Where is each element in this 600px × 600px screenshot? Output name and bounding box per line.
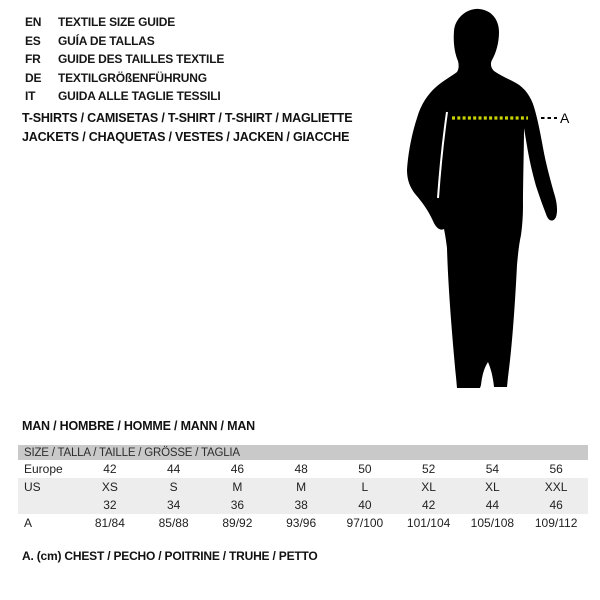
size-cell: XL	[421, 480, 436, 494]
table-row	[18, 514, 588, 532]
lang-code: EN	[25, 15, 42, 30]
section-title-man: MAN / HOMBRE / HOMME / MANN / MAN	[22, 419, 255, 433]
lang-label: GUIDE DES TAILLES TEXTILE	[58, 52, 225, 67]
size-table-header: SIZE / TALLA / TAILLE / GRÖSSE / TAGLIA	[18, 445, 588, 460]
category-tshirts: T-SHIRTS / CAMISETAS / T-SHIRT / T-SHIRT / MAGLIETTE	[22, 111, 353, 125]
size-cell: 89/92	[222, 516, 253, 530]
table-row	[18, 460, 588, 478]
size-cell: 97/100	[346, 516, 384, 530]
lang-label: GUIDA ALLE TAGLIE TESSILI	[58, 89, 221, 104]
size-cell: 32	[103, 498, 117, 512]
category-jackets: JACKETS / CHAQUETAS / VESTES / JACKEN / GIACCHE	[22, 130, 350, 144]
size-cell: XS	[101, 480, 118, 494]
size-cell: M	[296, 480, 307, 494]
size-cell: 52	[421, 462, 436, 476]
size-cell: 48	[294, 462, 308, 476]
lang-row-en	[25, 13, 224, 32]
size-cell: 85/88	[158, 516, 189, 530]
size-cell: 44	[485, 498, 500, 512]
size-cell: M	[232, 480, 243, 494]
size-cell: 56	[549, 462, 563, 476]
size-cell: 44	[166, 462, 181, 476]
size-cell: 36	[230, 498, 245, 512]
size-cell: 42	[103, 462, 117, 476]
size-cell: 34	[166, 498, 181, 512]
size-cell: 105/108	[470, 516, 515, 530]
size-cell: 46	[230, 462, 245, 476]
size-cell: 93/96	[286, 516, 317, 530]
size-cell: 42	[421, 498, 436, 512]
man-figure	[400, 0, 600, 400]
size-cell: 101/104	[406, 516, 451, 530]
chest-footnote: A. (cm) CHEST / PECHO / POITRINE / TRUHE / PETTO	[22, 549, 318, 563]
man-silhouette	[407, 9, 557, 388]
table-row	[18, 478, 588, 496]
size-cell: 109/112	[534, 516, 578, 530]
row-label: A	[24, 516, 33, 530]
measure-label-a: A	[560, 110, 570, 126]
lang-label: GUÍA DE TALLAS	[58, 33, 155, 48]
lang-row-it	[25, 87, 224, 106]
garment-categories	[22, 109, 352, 147]
size-cell: L	[361, 480, 369, 494]
lang-label: TEXTILGRÖßENFÜHRUNG	[58, 70, 207, 85]
lang-code: FR	[25, 52, 41, 67]
size-cell: XXL	[544, 480, 568, 494]
lang-code: ES	[25, 33, 41, 48]
size-cell: 46	[549, 498, 563, 512]
size-cell: 81/84	[94, 516, 125, 530]
lang-code: IT	[25, 89, 36, 104]
row-label: Europe	[24, 462, 63, 476]
lang-row-es	[25, 32, 224, 51]
table-row	[18, 496, 588, 514]
size-cell: 50	[358, 462, 372, 476]
size-table	[18, 445, 588, 532]
lang-row-fr	[25, 50, 224, 69]
size-cell: 54	[485, 462, 500, 476]
size-cell: 38	[294, 498, 308, 512]
language-title-block	[25, 13, 224, 106]
size-cell: S	[169, 480, 178, 494]
size-table-body	[18, 460, 588, 532]
size-cell: XL	[485, 480, 500, 494]
row-label: US	[24, 480, 41, 494]
lang-row-de	[25, 69, 224, 88]
size-cell: 40	[358, 498, 372, 512]
lang-label: TEXTILE SIZE GUIDE	[58, 15, 176, 30]
lang-code: DE	[25, 70, 42, 85]
man-silhouette-svg	[400, 0, 600, 400]
